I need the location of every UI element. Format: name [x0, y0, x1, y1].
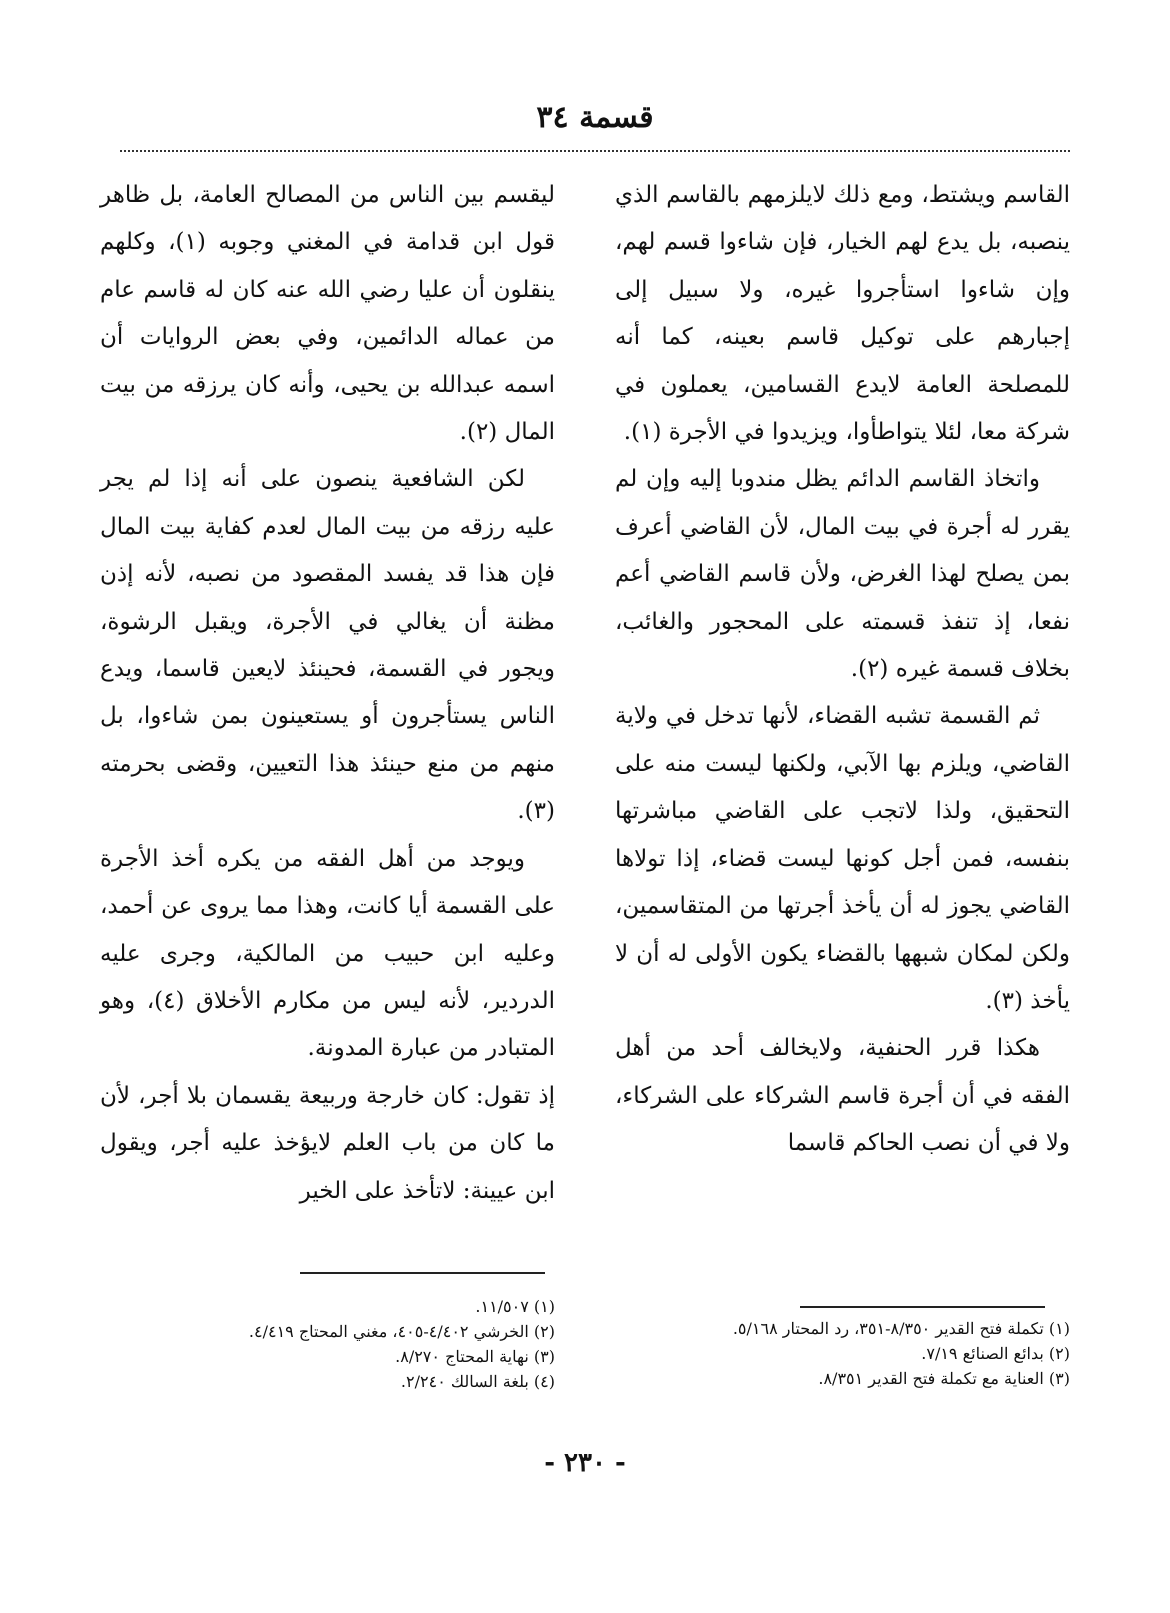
- header-divider: [120, 150, 1070, 152]
- page-title: قسمة ٣٤: [536, 100, 654, 135]
- left-footnotes: [100, 1294, 555, 1394]
- footnote: (٢) الخرشي ٤/٤٠٢-٤٠٥، مغني المحتاج ٤/٤١٩.: [248, 1322, 555, 1341]
- paragraph: ليقسم بين الناس من المصالح العامة، بل ظاهر قول ابن قدامة في المغني وجوبه (١)، وكلهم ينقلون أن عليا رضي الله عنه كان له قاسم عام من عماله الدائمين، وفي بعض الروايات أن اسمه عبدالله بن يحيى، وأنه كان يرزقه من بيت المال (٢).: [100, 182, 556, 446]
- footnote-divider: [300, 1272, 545, 1274]
- paragraph: لكن الشافعية ينصون على أنه إذا لم يجر عليه رزقه من بيت المال لعدم كفاية بيت المال فإن هذا قد يفسد المقصود من نصبه، لأنه إذن مظنة أن يغالي في الأجرة، ويقبل الرشوة، ويجور في القسمة، فحينئذ لايعين قاسما، ويدع الناس يستأجرون أو يستعينون بمن شاءوا، بل منهم من منع حينئذ هذا التعيين، وقضى بحرمته (٣).: [100, 466, 555, 825]
- footnote: (٢) بدائع الصنائع ٧/١٩.: [921, 1344, 1070, 1363]
- page-number: - ٢٣٠ -: [544, 1448, 626, 1478]
- paragraph: ثم القسمة تشبه القضاء، لأنها تدخل في ولاية القاضي، ويلزم بها الآبي، ولكنها ليست منه على التحقيق، ولذا لاتجب على القاضي مباشرتها بنفسه، فمن أجل كونها ليست قضاء، إذا تولاها القاضي يجوز له أن يأخذ أجرتها من المتقاسمين، ولكن لمكان شبهها بالقضاء يكون الأولى له أن لا يأخذ (٣).: [615, 703, 1070, 1014]
- left-column: [100, 172, 555, 1215]
- footnote: (١) ١١/٥٠٧.: [475, 1297, 555, 1316]
- footnote: (٣) العناية مع تكملة فتح القدير ٨/٣٥١.: [818, 1369, 1070, 1388]
- footnote: (٣) نهاية المحتاج ٨/٢٧٠.: [395, 1347, 555, 1366]
- paragraph: ويوجد من أهل الفقه من يكره أخذ الأجرة على القسمة أيا كانت، وهذا مما يروى عن أحمد، وعليه ابن حبيب من المالكية، وجرى عليه الدردير، لأنه ليس من مكارم الأخلاق (٤)، وهو المتبادر من عبارة المدونة.: [100, 845, 556, 1062]
- right-footnotes: [615, 1316, 1070, 1391]
- right-column: [615, 172, 1070, 1168]
- paragraph: واتخاذ القاسم الدائم يظل مندوبا إليه وإن لم يقرر له أجرة في بيت المال، لأن القاضي أعرف بمن يصلح لهذا الغرض، ولأن قاسم القاضي أعم نفعا، إذ تنفذ قسمته على المحجور والغائب، بخلاف قسمة غيره (٢).: [615, 466, 1070, 683]
- paragraph: هكذا قرر الحنفية، ولايخالف أحد من أهل الفقه في أن أجرة قاسم الشركاء على الشركاء، ولا في أن نصب الحاكم قاسما: [615, 1035, 1070, 1157]
- footnote-divider: [800, 1306, 1045, 1308]
- paragraph: القاسم ويشتط، ومع ذلك لايلزمهم بالقاسم الذي ينصبه، بل يدع لهم الخيار، فإن شاءوا قسم لهم، وإن شاءوا استأجروا غيره، ولا سبيل إلى إجبارهم على توكيل قاسم بعينه، كما أنه للمصلحة العامة لايدع القسامين، يعملون في شركة معا، لئلا يتواطأوا، ويزيدوا في الأجرة (١).: [615, 182, 1070, 446]
- footnote: (١) تكملة فتح القدير ٨/٣٥٠-٣٥١، رد المحتار ٥/١٦٨.: [732, 1319, 1070, 1338]
- paragraph: إذ تقول: كان خارجة وربيعة يقسمان بلا أجر، لأن ما كان من باب العلم لايؤخذ عليه أجر، ويقول ابن عيينة: لاتأخذ على الخير: [100, 1082, 555, 1204]
- footnote: (٤) بلغة السالك ٢/٢٤٠.: [400, 1372, 555, 1391]
